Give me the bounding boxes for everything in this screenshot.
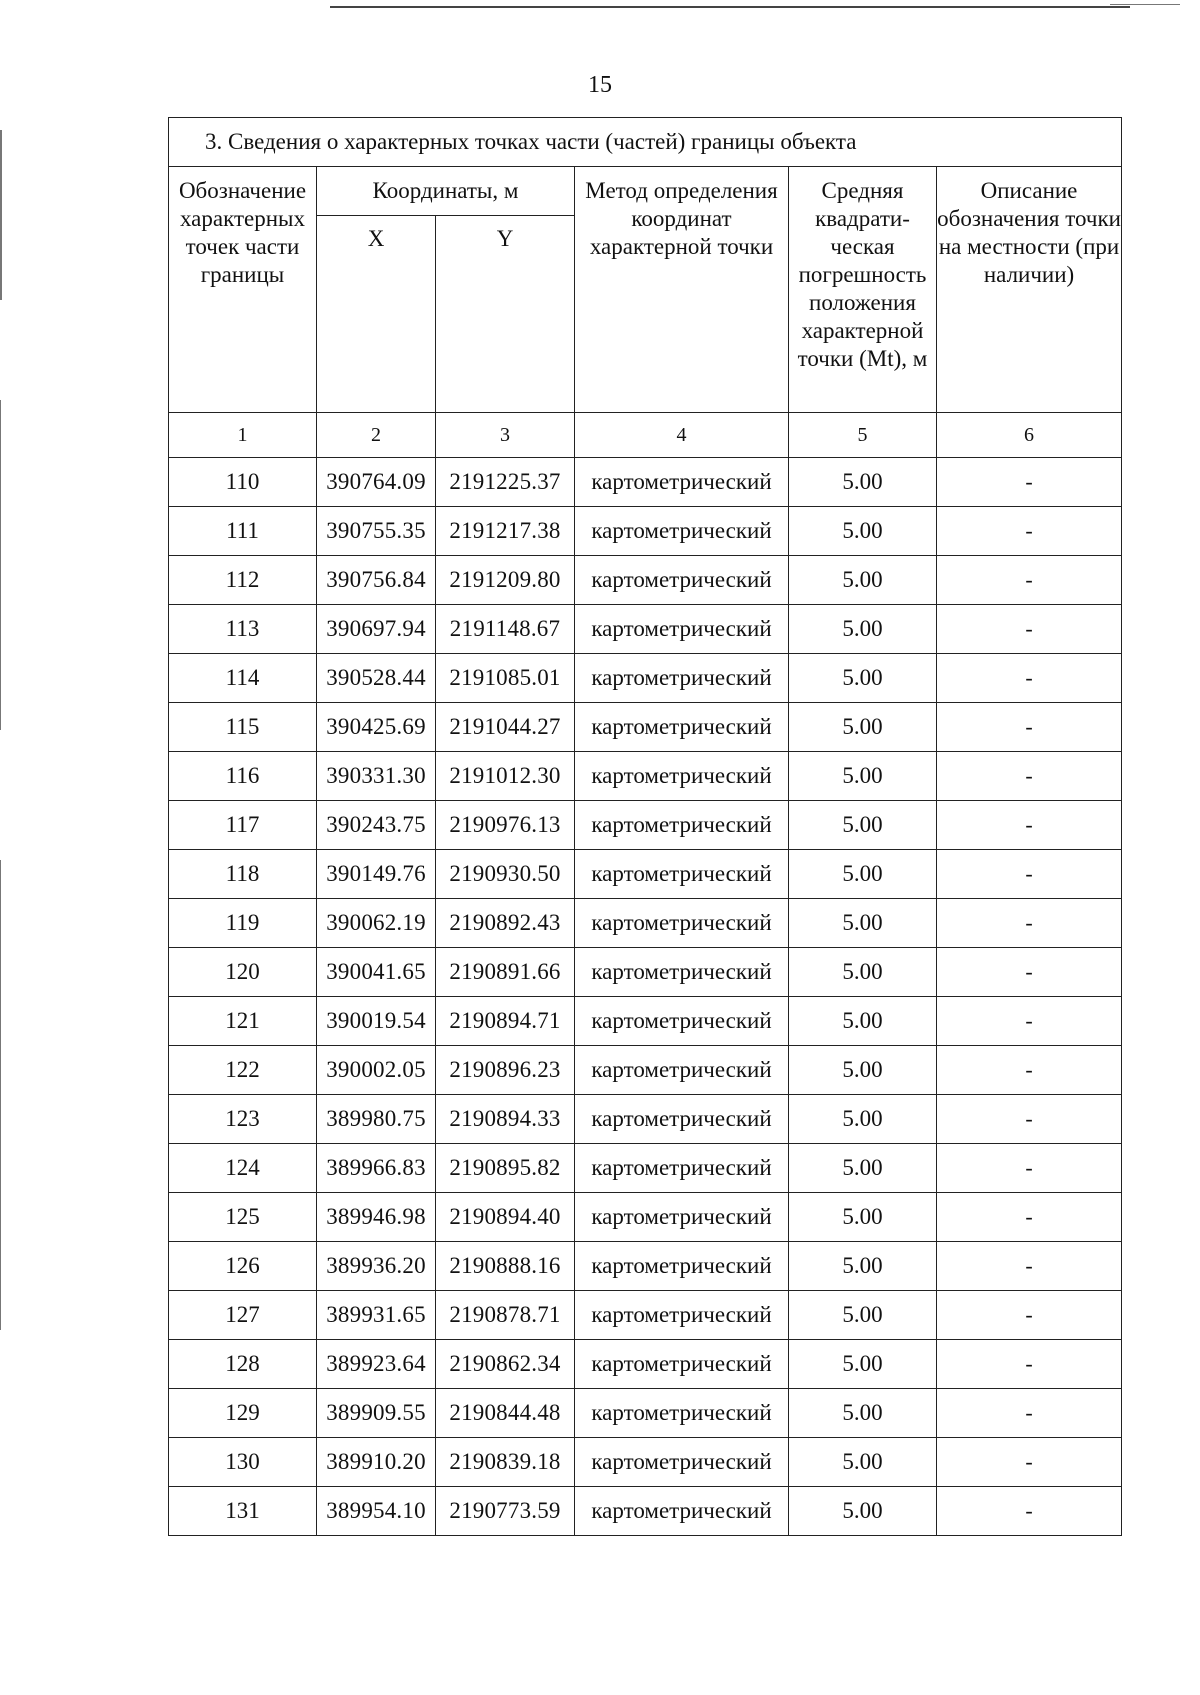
point-number-cell: 122 [169,1046,317,1095]
method-cell: картометрический [575,1389,789,1438]
method-cell: картометрический [575,1438,789,1487]
y-coordinate-cell: 2191209.80 [436,556,575,605]
error-cell: 5.00 [789,1095,937,1144]
point-number-cell: 126 [169,1242,317,1291]
table-row [169,1487,1122,1536]
method-cell: картометрический [575,703,789,752]
x-coordinate-cell: 390243.75 [317,801,436,850]
header-coordinates: Координаты, м [317,167,575,216]
y-coordinate-cell: 2190891.66 [436,948,575,997]
x-coordinate-cell: 389966.83 [317,1144,436,1193]
table-body [169,458,1122,1536]
point-number-cell: 112 [169,556,317,605]
y-coordinate-cell: 2190930.50 [436,850,575,899]
description-cell: - [937,1438,1122,1487]
description-cell: - [937,1487,1122,1536]
error-cell: 5.00 [789,1242,937,1291]
y-coordinate-cell: 2190839.18 [436,1438,575,1487]
table-row [169,1046,1122,1095]
x-coordinate-cell: 389936.20 [317,1242,436,1291]
description-cell: - [937,556,1122,605]
error-cell: 5.00 [789,1144,937,1193]
table-row [169,654,1122,703]
description-cell: - [937,654,1122,703]
method-cell: картометрический [575,605,789,654]
table-row [169,605,1122,654]
error-cell: 5.00 [789,1046,937,1095]
point-number-cell: 118 [169,850,317,899]
point-number-cell: 117 [169,801,317,850]
error-cell: 5.00 [789,1193,937,1242]
header-x: X [317,216,436,413]
description-cell: - [937,1144,1122,1193]
table-title: 3. Сведения о характерных точках части (частей) границы объекта [169,118,1122,167]
x-coordinate-cell: 389923.64 [317,1340,436,1389]
x-coordinate-cell: 390755.35 [317,507,436,556]
method-cell: картометрический [575,801,789,850]
description-cell: - [937,899,1122,948]
header-description: Описание обозначения точки на местности (при наличии) [937,167,1122,413]
point-number-cell: 129 [169,1389,317,1438]
header-method: Метод определения координат характерной точки [575,167,789,413]
description-cell: - [937,1193,1122,1242]
y-coordinate-cell: 2190976.13 [436,801,575,850]
table-row [169,948,1122,997]
x-coordinate-cell: 390756.84 [317,556,436,605]
point-number-cell: 110 [169,458,317,507]
error-cell: 5.00 [789,997,937,1046]
header-y: Y [436,216,575,413]
y-coordinate-cell: 2191217.38 [436,507,575,556]
error-cell: 5.00 [789,1438,937,1487]
point-number-cell: 114 [169,654,317,703]
description-cell: - [937,997,1122,1046]
table-row [169,752,1122,801]
method-cell: картометрический [575,997,789,1046]
error-cell: 5.00 [789,605,937,654]
method-cell: картометрический [575,1095,789,1144]
description-cell: - [937,1291,1122,1340]
x-coordinate-cell: 390697.94 [317,605,436,654]
method-cell: картометрический [575,556,789,605]
top-rule [330,6,1130,8]
page-number: 15 [588,72,612,98]
x-coordinate-cell: 390764.09 [317,458,436,507]
point-number-cell: 121 [169,997,317,1046]
table-row [169,703,1122,752]
scan-edge-mark [0,400,1,730]
method-cell: картометрический [575,1242,789,1291]
y-coordinate-cell: 2190894.40 [436,1193,575,1242]
scan-edge-mark [0,130,2,300]
error-cell: 5.00 [789,556,937,605]
column-number: 4 [575,413,789,458]
description-cell: - [937,1340,1122,1389]
error-cell: 5.00 [789,1487,937,1536]
y-coordinate-cell: 2191012.30 [436,752,575,801]
method-cell: картометрический [575,507,789,556]
header-error: Средняя квадрати-ческая погрешность положения характерной точки (Mt), м [789,167,937,413]
method-cell: картометрический [575,654,789,703]
x-coordinate-cell: 389980.75 [317,1095,436,1144]
column-number: 3 [436,413,575,458]
description-cell: - [937,850,1122,899]
y-coordinate-cell: 2190862.34 [436,1340,575,1389]
scan-edge-mark [0,860,1,1330]
top-rule-fragment [1110,4,1180,5]
method-cell: картометрический [575,1487,789,1536]
point-number-cell: 123 [169,1095,317,1144]
column-number: 1 [169,413,317,458]
description-cell: - [937,458,1122,507]
x-coordinate-cell: 389931.65 [317,1291,436,1340]
x-coordinate-cell: 390149.76 [317,850,436,899]
table-row [169,458,1122,507]
x-coordinate-cell: 390041.65 [317,948,436,997]
error-cell: 5.00 [789,899,937,948]
method-cell: картометрический [575,948,789,997]
x-coordinate-cell: 389946.98 [317,1193,436,1242]
table-row [169,801,1122,850]
error-cell: 5.00 [789,850,937,899]
point-number-cell: 119 [169,899,317,948]
description-cell: - [937,1242,1122,1291]
description-cell: - [937,1095,1122,1144]
table-row [169,1389,1122,1438]
point-number-cell: 111 [169,507,317,556]
description-cell: - [937,1389,1122,1438]
table-row [169,1242,1122,1291]
table-row [169,1291,1122,1340]
y-coordinate-cell: 2190773.59 [436,1487,575,1536]
point-number-cell: 131 [169,1487,317,1536]
error-cell: 5.00 [789,1291,937,1340]
table-row [169,1193,1122,1242]
method-cell: картометрический [575,850,789,899]
description-cell: - [937,605,1122,654]
x-coordinate-cell: 390425.69 [317,703,436,752]
point-number-cell: 127 [169,1291,317,1340]
point-number-cell: 113 [169,605,317,654]
table-row [169,997,1122,1046]
error-cell: 5.00 [789,948,937,997]
x-coordinate-cell: 390019.54 [317,997,436,1046]
table-row [169,1095,1122,1144]
error-cell: 5.00 [789,1389,937,1438]
y-coordinate-cell: 2190892.43 [436,899,575,948]
boundary-points-table [168,117,1122,1536]
column-numbers-row [169,413,1122,458]
table-row [169,1438,1122,1487]
method-cell: картометрический [575,458,789,507]
x-coordinate-cell: 390331.30 [317,752,436,801]
method-cell: картометрический [575,1193,789,1242]
point-number-cell: 125 [169,1193,317,1242]
error-cell: 5.00 [789,703,937,752]
description-cell: - [937,703,1122,752]
error-cell: 5.00 [789,458,937,507]
y-coordinate-cell: 2190895.82 [436,1144,575,1193]
y-coordinate-cell: 2190894.71 [436,997,575,1046]
method-cell: картометрический [575,1291,789,1340]
x-coordinate-cell: 390528.44 [317,654,436,703]
table-row [169,507,1122,556]
y-coordinate-cell: 2191085.01 [436,654,575,703]
x-coordinate-cell: 389910.20 [317,1438,436,1487]
point-number-cell: 116 [169,752,317,801]
y-coordinate-cell: 2190894.33 [436,1095,575,1144]
point-number-cell: 115 [169,703,317,752]
x-coordinate-cell: 389909.55 [317,1389,436,1438]
description-cell: - [937,801,1122,850]
method-cell: картометрический [575,899,789,948]
description-cell: - [937,507,1122,556]
point-number-cell: 120 [169,948,317,997]
method-cell: картометрический [575,1144,789,1193]
method-cell: картометрический [575,1046,789,1095]
error-cell: 5.00 [789,507,937,556]
y-coordinate-cell: 2190844.48 [436,1389,575,1438]
table-row [169,556,1122,605]
point-number-cell: 128 [169,1340,317,1389]
method-cell: картометрический [575,752,789,801]
point-number-cell: 130 [169,1438,317,1487]
column-number: 6 [937,413,1122,458]
x-coordinate-cell: 390002.05 [317,1046,436,1095]
error-cell: 5.00 [789,801,937,850]
description-cell: - [937,948,1122,997]
table-row [169,1340,1122,1389]
error-cell: 5.00 [789,752,937,801]
table-row [169,850,1122,899]
description-cell: - [937,1046,1122,1095]
error-cell: 5.00 [789,1340,937,1389]
table-row [169,1144,1122,1193]
column-number: 5 [789,413,937,458]
header-designation: Обозначение характерных точек части границы [169,167,317,413]
error-cell: 5.00 [789,654,937,703]
y-coordinate-cell: 2190878.71 [436,1291,575,1340]
description-cell: - [937,752,1122,801]
x-coordinate-cell: 390062.19 [317,899,436,948]
y-coordinate-cell: 2191148.67 [436,605,575,654]
point-number-cell: 124 [169,1144,317,1193]
x-coordinate-cell: 389954.10 [317,1487,436,1536]
column-number: 2 [317,413,436,458]
y-coordinate-cell: 2191044.27 [436,703,575,752]
y-coordinate-cell: 2190888.16 [436,1242,575,1291]
y-coordinate-cell: 2191225.37 [436,458,575,507]
table-row [169,899,1122,948]
method-cell: картометрический [575,1340,789,1389]
y-coordinate-cell: 2190896.23 [436,1046,575,1095]
